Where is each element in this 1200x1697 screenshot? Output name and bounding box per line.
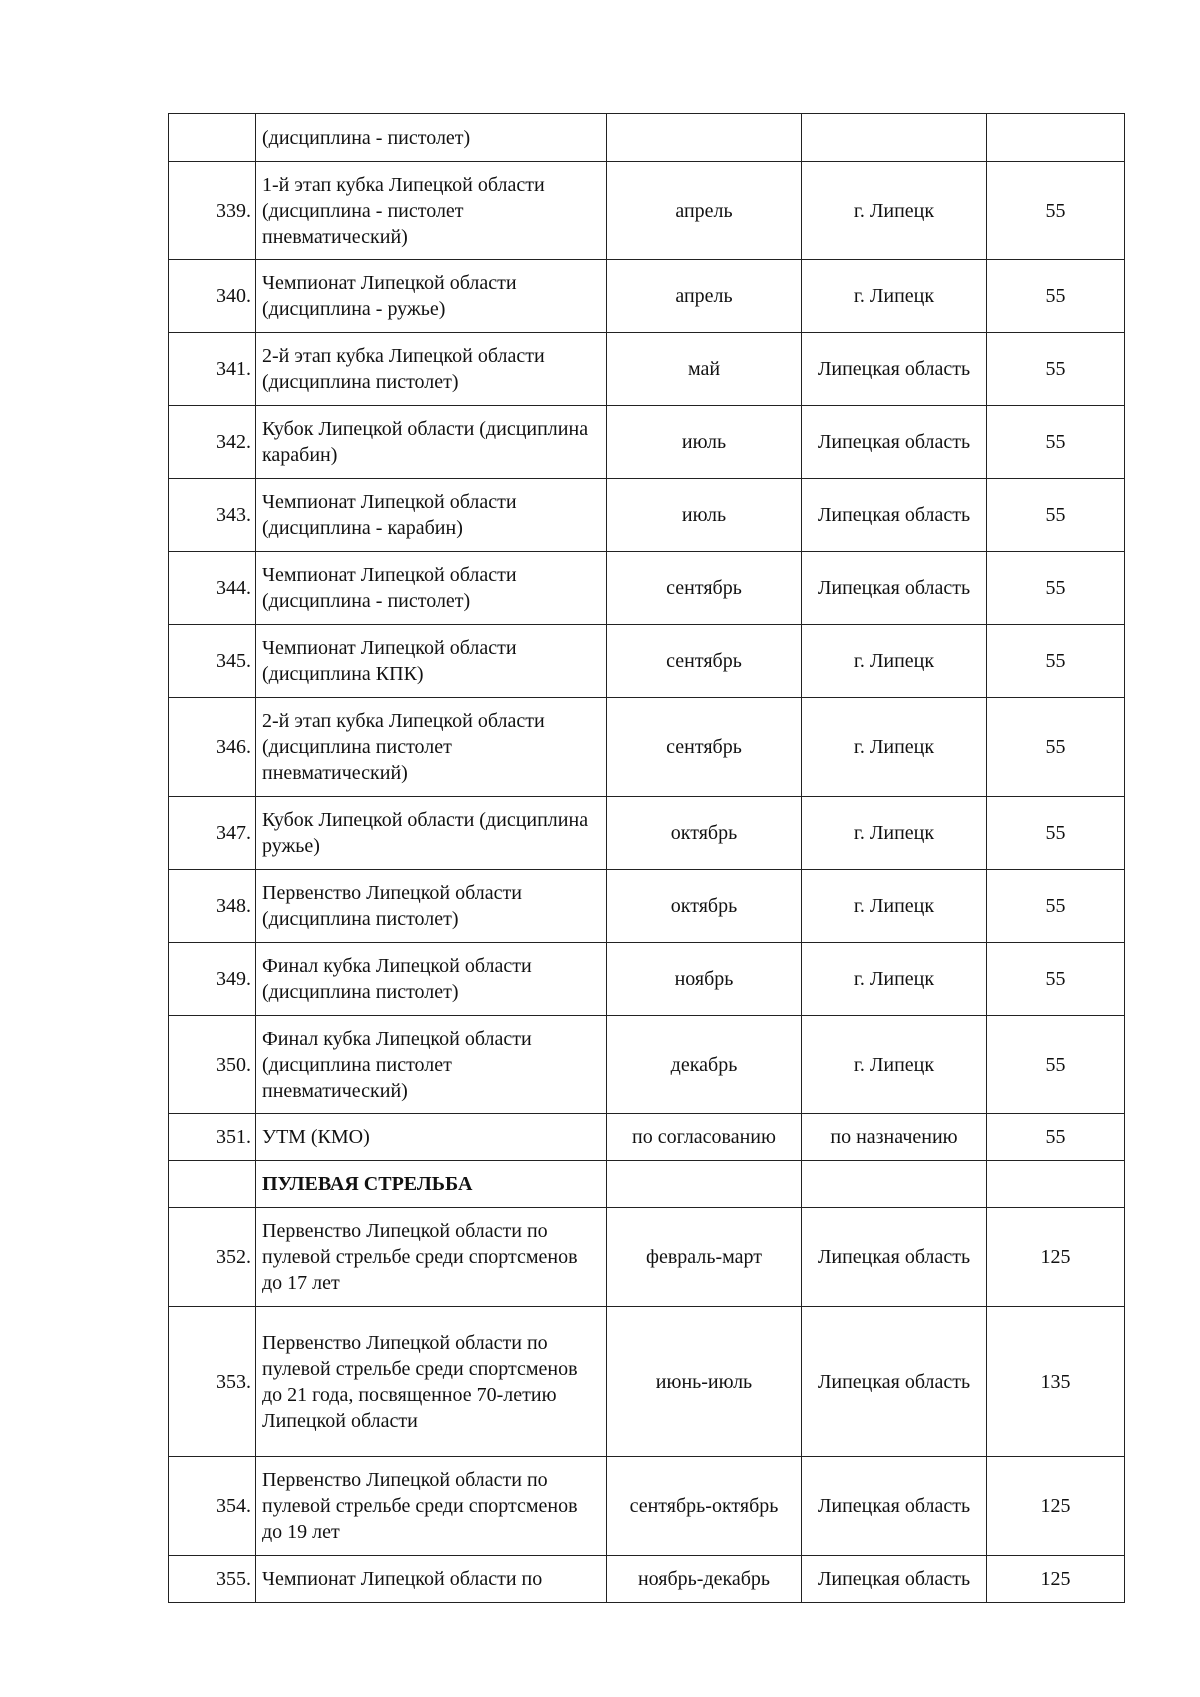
event-date-cell (607, 333, 802, 406)
event-name-cell (256, 333, 607, 406)
event-date-text: по согласованию (632, 1126, 776, 1148)
section-title-text: ПУЛЕВАЯ СТРЕЛЬБА (262, 1173, 473, 1195)
participants-count-cell (987, 797, 1125, 870)
participants-count-cell (987, 1161, 1125, 1208)
event-name-cell (256, 698, 607, 797)
event-name-text: Первенство Липецкой области по пулевой стрельбе среди спортсменов до 21 года, посвященное 70-летию Липецкой области (262, 1331, 578, 1432)
table-row (169, 698, 1125, 797)
participants-count-cell (987, 479, 1125, 552)
event-place-cell (802, 1556, 987, 1603)
participants-count-cell (987, 1457, 1125, 1556)
event-number-cell (169, 552, 256, 625)
event-number-text: 355. (216, 1568, 251, 1590)
event-number-cell (169, 870, 256, 943)
table-row (169, 260, 1125, 333)
event-date-cell (607, 870, 802, 943)
event-name-cell (256, 114, 607, 162)
event-place-text: Липецкая область (817, 358, 971, 380)
table-row (169, 406, 1125, 479)
event-place-cell (802, 479, 987, 552)
event-date-cell (607, 943, 802, 1016)
event-name-text: Кубок Липецкой области (дисциплина ружье) (262, 809, 589, 857)
participants-count-cell (987, 406, 1125, 479)
event-number-cell (169, 333, 256, 406)
event-date-cell (607, 1307, 802, 1457)
event-name-text: 1-й этап кубка Липецкой области (дисциплина - пистолет пневматический) (262, 173, 545, 248)
event-number-cell (169, 1307, 256, 1457)
participants-count-text: 125 (1040, 1246, 1071, 1268)
event-number-cell (169, 1114, 256, 1161)
event-name-text: Первенство Липецкой области по пулевой стрельбе среди спортсменов до 19 лет (262, 1469, 578, 1543)
participants-count-text: 125 (1040, 1568, 1071, 1590)
event-number-text: 341. (216, 358, 251, 380)
event-place-cell (802, 698, 987, 797)
event-number-text: 346. (216, 736, 251, 758)
table-row (169, 552, 1125, 625)
event-place-cell (802, 114, 987, 162)
event-name-cell (256, 1307, 607, 1457)
table-row (169, 943, 1125, 1016)
table-row (169, 1208, 1125, 1307)
participants-count-text: 55 (1045, 650, 1066, 672)
event-place-cell (802, 162, 987, 260)
event-number-text: 349. (216, 968, 251, 990)
participants-count-text: 55 (1045, 504, 1066, 526)
event-name-cell (256, 625, 607, 698)
event-date-cell (607, 1016, 802, 1114)
participants-count-cell (987, 1307, 1125, 1457)
event-date-text: декабрь (670, 1053, 738, 1076)
table-row (169, 1016, 1125, 1114)
event-place-text: г. Липецк (853, 822, 935, 844)
event-place-cell (802, 333, 987, 406)
table-row (169, 1114, 1125, 1161)
event-date-text: сентябрь (666, 577, 742, 599)
event-date-text: сентябрь-октябрь (629, 1495, 779, 1517)
event-name-text: 2-й этап кубка Липецкой области (дисциплина пистолет пневматический) (262, 710, 545, 784)
event-date-cell (607, 479, 802, 552)
participants-count-cell (987, 1208, 1125, 1307)
event-date-cell (607, 625, 802, 698)
participants-count-cell (987, 1114, 1125, 1161)
event-number-cell (169, 1016, 256, 1114)
event-number-text: 339. (216, 199, 251, 222)
event-date-text: сентябрь (666, 650, 742, 672)
participants-count-text: 55 (1045, 431, 1066, 453)
event-name-text: Чемпионат Липецкой области (дисциплина - пистолет) (262, 564, 517, 612)
event-date-cell (607, 260, 802, 333)
event-name-text: (дисциплина - пистолет) (262, 126, 471, 149)
event-place-cell (802, 1161, 987, 1208)
event-place-text: г. Липецк (853, 968, 935, 990)
event-number-cell (169, 698, 256, 797)
event-date-cell (607, 552, 802, 625)
event-date-cell (607, 797, 802, 870)
event-number-text: 354. (216, 1495, 251, 1517)
participants-count-cell (987, 333, 1125, 406)
participants-count-cell (987, 1556, 1125, 1603)
table-row (169, 333, 1125, 406)
events-schedule-table (168, 113, 1125, 1603)
event-name-text: Финал кубка Липецкой области (дисциплина пистолет) (262, 955, 532, 1003)
event-place-cell (802, 1208, 987, 1307)
event-name-cell (256, 406, 607, 479)
event-name-cell (256, 260, 607, 333)
event-name-cell (256, 1457, 607, 1556)
event-name-text: Первенство Липецкой области (дисциплина пистолет) (262, 882, 522, 930)
event-number-cell (169, 943, 256, 1016)
participants-count-cell (987, 870, 1125, 943)
event-number-cell (169, 1556, 256, 1603)
event-number-cell (169, 260, 256, 333)
event-place-text: г. Липецк (853, 650, 935, 672)
participants-count-text: 55 (1045, 285, 1066, 307)
event-number-cell (169, 406, 256, 479)
participants-count-text: 55 (1045, 1053, 1066, 1076)
event-number-text: 352. (216, 1246, 251, 1268)
event-date-text: ноябрь-декабрь (637, 1568, 771, 1590)
participants-count-cell (987, 162, 1125, 260)
event-date-text: ноябрь (674, 968, 734, 990)
event-number-text: 347. (216, 822, 251, 844)
table-row (169, 797, 1125, 870)
event-date-text: июнь-июль (655, 1370, 753, 1393)
participants-count-text: 125 (1040, 1495, 1071, 1517)
table-row (169, 479, 1125, 552)
event-date-text: май (687, 358, 721, 380)
event-place-text: Липецкая область (817, 1370, 971, 1393)
participants-count-text: 55 (1045, 822, 1066, 844)
event-name-cell (256, 479, 607, 552)
event-name-cell (256, 552, 607, 625)
event-date-text: июль (681, 431, 727, 453)
event-place-text: Липецкая область (817, 1568, 971, 1590)
table-row (169, 1556, 1125, 1603)
event-name-cell (256, 797, 607, 870)
event-number-text: 343. (216, 504, 251, 526)
event-place-text: г. Липецк (853, 895, 935, 917)
event-date-text: апрель (675, 285, 733, 307)
event-name-cell (256, 870, 607, 943)
event-date-text: февраль-март (646, 1246, 762, 1268)
event-number-text: 340. (216, 285, 251, 307)
participants-count-cell (987, 698, 1125, 797)
event-date-cell (607, 1161, 802, 1208)
event-number-text: 345. (216, 650, 251, 672)
event-date-cell (607, 1556, 802, 1603)
event-place-cell (802, 260, 987, 333)
event-number-cell (169, 1161, 256, 1208)
event-place-cell (802, 625, 987, 698)
event-number-text: 353. (216, 1370, 251, 1393)
participants-count-cell (987, 625, 1125, 698)
event-name-text: Чемпионат Липецкой области (дисциплина - карабин) (262, 491, 517, 539)
event-name-text: Кубок Липецкой области (дисциплина карабин) (262, 418, 589, 466)
event-name-text: Чемпионат Липецкой области по (262, 1568, 543, 1590)
table-row (169, 162, 1125, 260)
event-date-cell (607, 1457, 802, 1556)
participants-count-text: 135 (1040, 1370, 1071, 1393)
event-place-cell (802, 552, 987, 625)
event-name-cell (256, 1016, 607, 1114)
table-row (169, 625, 1125, 698)
event-place-text: Липецкая область (817, 1246, 971, 1268)
participants-count-text: 55 (1045, 736, 1066, 758)
event-date-cell (607, 698, 802, 797)
event-place-cell (802, 1457, 987, 1556)
event-place-text: г. Липецк (853, 736, 935, 758)
event-number-cell (169, 114, 256, 162)
event-place-cell (802, 1016, 987, 1114)
participants-count-cell (987, 943, 1125, 1016)
event-number-text: 348. (216, 895, 251, 917)
participants-count-text: 55 (1045, 577, 1066, 599)
participants-count-cell (987, 114, 1125, 162)
event-place-cell (802, 1114, 987, 1161)
event-date-cell (607, 406, 802, 479)
event-name-cell (256, 943, 607, 1016)
event-place-text: Липецкая область (817, 504, 971, 526)
event-name-cell (256, 162, 607, 260)
event-number-cell (169, 625, 256, 698)
event-date-cell (607, 1208, 802, 1307)
event-place-cell (802, 943, 987, 1016)
event-name-text: Финал кубка Липецкой области (дисциплина пистолет пневматический) (262, 1027, 532, 1102)
event-number-cell (169, 797, 256, 870)
table-row (169, 1307, 1125, 1457)
event-number-text: 342. (216, 431, 251, 453)
table-body (169, 114, 1125, 1603)
event-name-cell (256, 1114, 607, 1161)
table-row (169, 870, 1125, 943)
participants-count-cell (987, 1016, 1125, 1114)
table-row (169, 1457, 1125, 1556)
event-place-text: Липецкая область (817, 577, 971, 599)
event-place-text: г. Липецк (853, 285, 935, 307)
event-place-text: г. Липецк (853, 199, 935, 222)
event-name-text: Первенство Липецкой области по пулевой стрельбе среди спортсменов до 17 лет (262, 1220, 578, 1294)
event-number-cell (169, 1208, 256, 1307)
participants-count-text: 55 (1045, 968, 1066, 990)
event-number-text: 350. (216, 1053, 251, 1076)
event-number-text: 351. (216, 1126, 251, 1148)
participants-count-cell (987, 260, 1125, 333)
table-row (169, 114, 1125, 162)
event-place-cell (802, 797, 987, 870)
event-date-cell (607, 114, 802, 162)
section-header-row (169, 1161, 1125, 1208)
section-title-cell (256, 1161, 607, 1208)
event-place-cell (802, 406, 987, 479)
event-number-cell (169, 162, 256, 260)
event-date-cell (607, 162, 802, 260)
event-name-cell (256, 1208, 607, 1307)
event-place-cell (802, 1307, 987, 1457)
participants-count-cell (987, 552, 1125, 625)
event-date-text: сентябрь (666, 736, 742, 758)
event-name-text: 2-й этап кубка Липецкой области (дисциплина пистолет) (262, 345, 545, 393)
participants-count-text: 55 (1045, 199, 1066, 222)
event-name-text: УТМ (КМО) (262, 1126, 370, 1148)
event-name-cell (256, 1556, 607, 1603)
event-place-text: г. Липецк (853, 1053, 935, 1076)
event-date-text: апрель (675, 199, 733, 222)
event-place-text: Липецкая область (817, 1495, 971, 1517)
participants-count-text: 55 (1045, 1126, 1066, 1148)
event-place-text: Липецкая область (817, 431, 971, 453)
participants-count-text: 55 (1045, 895, 1066, 917)
event-date-text: октябрь (670, 895, 738, 917)
event-name-text: Чемпионат Липецкой области (дисциплина КПК) (262, 637, 517, 685)
event-date-text: октябрь (670, 822, 738, 844)
participants-count-text: 55 (1045, 358, 1066, 380)
event-number-cell (169, 1457, 256, 1556)
event-number-cell (169, 479, 256, 552)
event-date-cell (607, 1114, 802, 1161)
event-name-text: Чемпионат Липецкой области (дисциплина - ружье) (262, 272, 517, 320)
event-place-text: по назначению (830, 1126, 958, 1148)
event-date-text: июль (681, 504, 727, 526)
event-place-cell (802, 870, 987, 943)
event-number-text: 344. (216, 577, 251, 599)
